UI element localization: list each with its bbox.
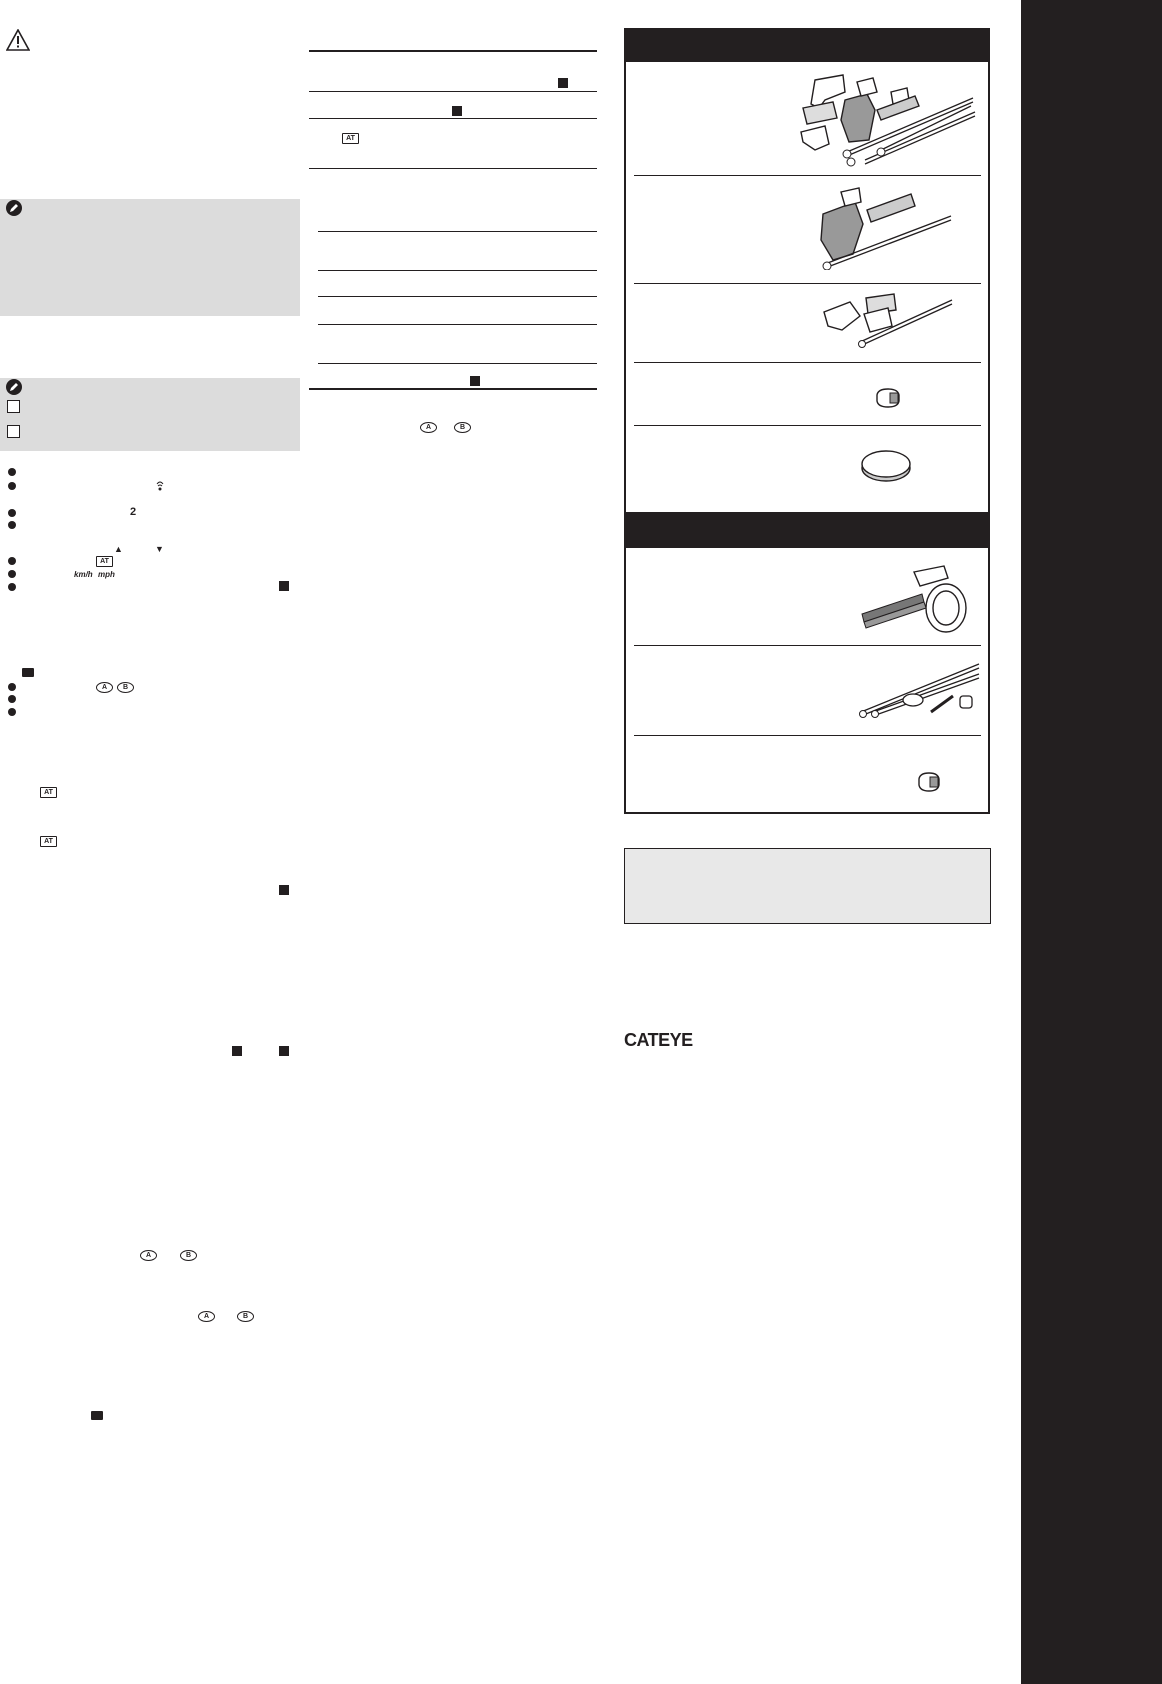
panel-divider xyxy=(634,283,981,284)
at-icon: AT xyxy=(342,133,359,144)
notice-box xyxy=(624,848,991,924)
bullet-dot xyxy=(8,695,16,703)
signal-icon xyxy=(156,479,164,491)
table-rule xyxy=(318,231,597,232)
dark-sidebar xyxy=(1021,0,1162,1684)
pencil-note-icon xyxy=(6,379,22,395)
at-icon: AT xyxy=(40,787,57,798)
table-rule-top xyxy=(309,50,597,52)
bullet-dot xyxy=(8,583,16,591)
note-box-2 xyxy=(0,378,300,451)
section-marker xyxy=(279,1046,289,1056)
up-arrow-icon: ▲ xyxy=(114,544,123,554)
section-marker xyxy=(470,376,480,386)
parts-image-ties xyxy=(855,660,982,720)
mail-icon xyxy=(91,1411,103,1420)
table-rule-bottom xyxy=(309,388,597,390)
at-icon: AT xyxy=(40,836,57,847)
panel-divider xyxy=(634,425,981,426)
section-marker xyxy=(279,885,289,895)
section-marker xyxy=(279,581,289,591)
at-icon: AT xyxy=(96,556,113,567)
button-a-icon: A xyxy=(198,1311,215,1322)
unit-mph: mph xyxy=(98,570,115,579)
button-a-icon: A xyxy=(96,682,113,693)
section-marker xyxy=(558,78,568,88)
parts-panel-2-header xyxy=(624,514,990,548)
bullet-dot xyxy=(8,570,16,578)
parts-image-clamp xyxy=(860,564,975,638)
bullet-dot xyxy=(8,521,16,529)
warning-icon xyxy=(6,29,30,51)
panel-divider xyxy=(634,175,981,176)
parts-panel-1-header xyxy=(624,28,990,62)
pencil-note-icon xyxy=(6,200,22,216)
mail-icon xyxy=(22,668,34,677)
bullet-dot xyxy=(8,557,16,565)
bullet-dot xyxy=(8,468,16,476)
table-rule xyxy=(318,270,597,271)
parts-image-battery xyxy=(860,449,912,483)
digit-2-icon: 2 xyxy=(130,506,137,518)
button-b-icon: B xyxy=(117,682,134,693)
button-b-icon: B xyxy=(237,1311,254,1322)
table-rule xyxy=(318,324,597,325)
table-rule xyxy=(309,168,597,169)
table-rule xyxy=(309,91,597,92)
parts-image-magnet xyxy=(916,771,942,793)
checkbox-2[interactable] xyxy=(7,425,20,438)
parts-image-magnet xyxy=(874,387,902,409)
section-marker xyxy=(232,1046,242,1056)
panel-divider xyxy=(634,362,981,363)
bullet-dot xyxy=(8,683,16,691)
button-b-icon: B xyxy=(180,1250,197,1261)
down-arrow-icon: ▼ xyxy=(155,544,164,554)
parts-image-bracket xyxy=(815,184,955,270)
panel-divider xyxy=(634,735,981,736)
parts-image-sensor-mount xyxy=(820,290,955,352)
checkbox-1[interactable] xyxy=(7,400,20,413)
section-marker xyxy=(452,106,462,116)
unit-kmh: km/h xyxy=(74,570,93,579)
panel-divider xyxy=(634,645,981,646)
bullet-dot xyxy=(8,482,16,490)
table-rule xyxy=(309,118,597,119)
button-a-icon: A xyxy=(140,1250,157,1261)
button-a-icon: A xyxy=(420,422,437,433)
table-rule xyxy=(318,296,597,297)
bullet-dot xyxy=(8,509,16,517)
cateye-logo: CATEYE xyxy=(624,1030,693,1050)
note-box-1 xyxy=(0,199,300,316)
parts-image-kit xyxy=(795,70,980,170)
table-rule xyxy=(318,363,597,364)
button-b-icon: B xyxy=(454,422,471,433)
bullet-dot xyxy=(8,708,16,716)
